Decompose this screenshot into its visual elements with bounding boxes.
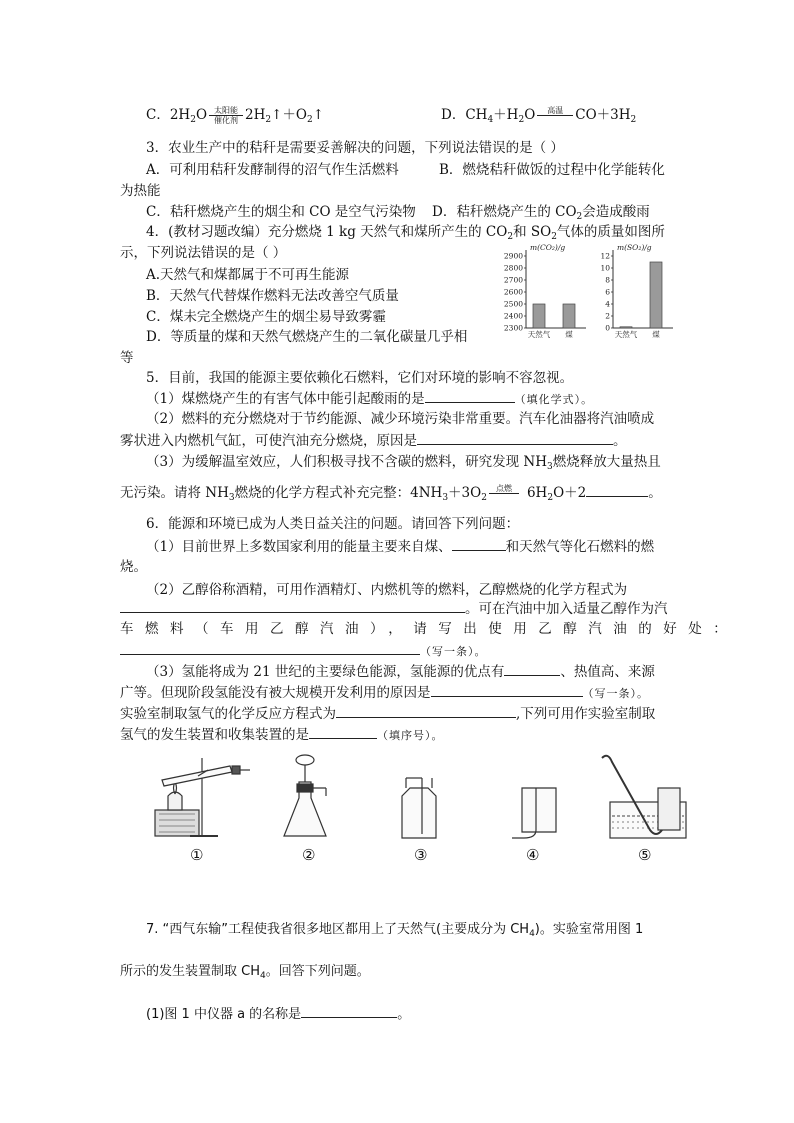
reaction-condition: 高温	[537, 106, 573, 125]
answer-blank[interactable]	[586, 482, 648, 497]
tick-label: 2800	[503, 263, 523, 273]
tick-label: 4	[605, 299, 610, 309]
q2-option-c: C．$2H_2O$ 太阳能 催化剂 $2H_2↑+O_2↑$	[146, 106, 325, 125]
lab-apparatus-figure	[150, 748, 690, 844]
apparatus-2-conical-flask	[284, 755, 326, 836]
apparatus-label-5: ⑤	[638, 846, 652, 864]
q6-stem: 6．能源和环境已成为人类日益关注的问题。请回答下列问题：	[146, 516, 520, 532]
answer-blank[interactable]	[309, 724, 377, 739]
apparatus-3-gas-bottle	[402, 778, 436, 838]
tick-label: 2600	[503, 287, 523, 297]
answer-blank[interactable]	[417, 430, 613, 445]
answer-blank[interactable]	[452, 536, 506, 551]
bar	[533, 304, 545, 328]
q4-option-d-cont: 等	[120, 350, 134, 366]
bar	[563, 304, 575, 328]
q7-line1: 7. “西气东输”工程使我省很多地区都用上了天然气(主要成分为 $CH_4$)。实验室常用图 1	[146, 922, 644, 939]
q6-part3-cont2: 实验室制取氢气的化学反应方程式为 ,下列可用作实验室制取	[120, 703, 655, 724]
tick-label: 2900	[503, 251, 523, 261]
q6-part1: （1）目前世界上多数国家利用的能量主要来自煤、 和天然气等化石燃料的燃	[146, 536, 654, 557]
answer-blank[interactable]	[336, 703, 516, 718]
answer-blank[interactable]	[504, 661, 560, 676]
q2-option-d: D．$CH_4+H_2O$ 高温 $CO+3H_2$	[441, 106, 637, 125]
q6-part3-cont3: 氢气的发生装置和收集装置的是 （填序号）。	[120, 724, 444, 746]
q6-part2-cont3: （写一条）。	[120, 640, 487, 662]
q6-part2: （2）乙醇俗称酒精，可用作酒精灯、内燃机等的燃料，乙醇燃烧的化学方程式为	[146, 582, 628, 598]
q3-option-b: B．燃烧秸秆做饭的过程中化学能转化	[439, 162, 665, 178]
q4-option-d: D．等质量的煤和天然气燃烧产生的二氧化碳量几乎相	[146, 329, 468, 345]
q6-part2-cont: 。可在汽油中加入适量乙醇作为汽	[120, 598, 668, 619]
tick-label: 2500	[503, 299, 523, 309]
answer-blank[interactable]	[425, 388, 515, 403]
q5-stem: 5．目前，我国的能源主要依赖化石燃料，它们对环境的影响不容忽视。	[146, 370, 574, 386]
bar	[650, 262, 662, 328]
q3-option-a: A．可利用秸秆发酵制得的沼气作生活燃料	[146, 162, 399, 178]
category-label: 煤	[652, 330, 660, 339]
tick-label: 2700	[503, 275, 523, 285]
q5-part1: （1）煤燃烧产生的有害气体中能引起酸雨的是 （填化学式）。	[146, 388, 593, 410]
reaction-condition: 点燃	[489, 484, 519, 503]
tick-label: 12	[600, 251, 610, 261]
tick-label: 0	[605, 323, 610, 333]
tick-label: 2400	[503, 311, 523, 321]
category-label: 天然气	[527, 330, 551, 339]
tick-label: 2	[605, 311, 610, 321]
reaction-condition: 太阳能 催化剂	[209, 106, 243, 125]
q5-part2-cont: 雾状进入内燃机气缸，可使汽油充分燃烧，原因是 。	[120, 430, 627, 451]
answer-blank[interactable]	[301, 1003, 397, 1018]
q5-part3: （3）为缓解温室效应，人们积极寻找不含碳的燃料，研究发现 $NH_3$燃烧释放大量热且	[146, 454, 661, 472]
q5-part3-cont: 无污染。请将 $NH_3$燃烧的化学方程式补充完整：$4NH_3+3O_2$ 点燃 $6H_2O+2$ 。	[120, 484, 662, 503]
tick-label: 10	[600, 263, 610, 273]
q6-part3: （3）氢能将成为 21 世纪的主要绿色能源，氢能源的优点有 、热值高、来源	[146, 661, 655, 682]
bar	[620, 327, 632, 328]
q3-option-b-cont: 为热能	[120, 183, 161, 199]
category-label: 煤	[565, 330, 573, 339]
apparatus-label-4: ④	[526, 846, 540, 864]
q4-stem: 4．(教材习题改编）充分燃烧 1 kg 天然气和煤所产生的 $CO_2$和 $SO_2$气体的质量如图所	[146, 224, 665, 242]
q5-part2: （2）燃料的充分燃烧对于节约能源、减少环境污染非常重要。汽车化油器将汽油喷成	[146, 411, 655, 427]
q4-option-a: A.天然气和煤都属于不可再生能源	[146, 267, 350, 283]
apparatus-label-1: ①	[190, 846, 204, 864]
q6-part3-cont: 广等。但现阶段氢能没有被大规模开发利用的原因是 （写一条）。	[120, 682, 649, 704]
q7-line2: 所示的发生装置制取 $CH_4$。回答下列问题。	[120, 964, 370, 981]
answer-blank[interactable]	[431, 682, 583, 697]
q7-part1: (1)图 1 中仪器 a 的名称是 。	[146, 1003, 410, 1025]
apparatus-label-3: ③	[414, 846, 428, 864]
apparatus-1-heating-tube	[155, 758, 250, 836]
q3-option-d: D．秸秆燃烧产生的 $CO_2$会造成酸雨	[432, 204, 650, 222]
tick-label: 2300	[503, 323, 523, 333]
apparatus-label-2: ②	[302, 846, 316, 864]
q3-stem: 3．农业生产中的秸秆是需要妥善解决的问题，下列说法错误的是（ ）	[146, 140, 564, 156]
bar-charts	[493, 240, 679, 344]
y-axis-label: m(SO₂)/g	[617, 243, 652, 252]
q6-part1-cont: 烧。	[120, 559, 147, 575]
answer-blank[interactable]	[120, 640, 420, 655]
y-axis-label: m(CO₂)/g	[530, 243, 566, 252]
q4-option-b: B．天然气代替煤作燃料无法改善空气质量	[146, 288, 399, 304]
category-label: 天然气	[614, 330, 638, 339]
tick-label: 8	[605, 275, 610, 285]
apparatus-5-water-trough	[602, 756, 686, 838]
q6-part2-cont2: 车燃料（车用乙醇汽油），请写出使用乙醇汽油的好处：	[120, 621, 739, 637]
q4-stem-cont: 示，下列说法错误的是（ ）	[120, 245, 287, 261]
q4-option-c: C．煤未完全燃烧产生的烟尘易导致雾霾	[146, 309, 386, 325]
tick-label: 6	[605, 287, 610, 297]
answer-blank[interactable]	[120, 598, 465, 613]
apparatus-4-inverted-bottle	[512, 788, 556, 838]
q3-option-c: C．秸秆燃烧产生的烟尘和 CO 是空气污染物	[146, 204, 416, 220]
